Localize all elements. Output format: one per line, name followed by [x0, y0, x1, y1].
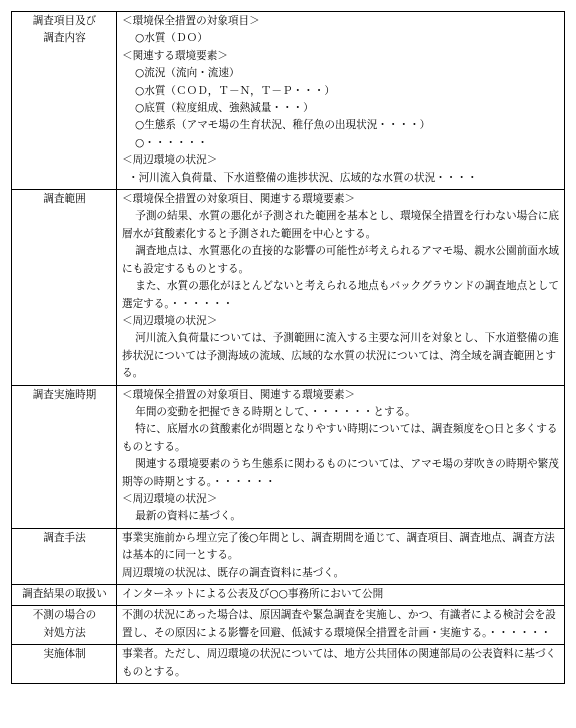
- row-heading: [12, 606, 117, 645]
- row-heading-text: 実施体制: [43, 648, 86, 661]
- table-row: [12, 385, 565, 528]
- row-heading: [12, 585, 117, 606]
- row-heading-text: 対処方法: [43, 626, 86, 639]
- content-line: また、水質の悪化がほとんどないと考えられる地点もバックグラウンドの調査地点として選定する。・・・・・・: [122, 280, 559, 310]
- row-heading-text: 調査項目及び: [32, 15, 97, 27]
- row-heading: [12, 385, 117, 528]
- survey-plan-table: [11, 11, 565, 684]
- row-content: [117, 606, 565, 645]
- row-heading-text: 不測の場合の: [32, 609, 97, 622]
- content-line: ・河川流入負荷量、下水道整備の進捗状況、広域的な水質の状況・・・・: [128, 171, 478, 184]
- row-content: [117, 190, 565, 385]
- row-heading: [12, 645, 117, 684]
- content-line: ○水質（ＣＯＤ，Ｔ－Ｎ，Ｔ－Ｐ・・・）: [135, 84, 335, 97]
- content-line: 最新の資料に基づく。: [135, 510, 241, 523]
- table-row: [12, 645, 565, 684]
- survey-plan-document: [11, 11, 564, 684]
- row-heading-text: 調査結果の取扱い: [22, 588, 107, 600]
- content-line: 関連する環境要素のうち生態系に関わるものについては、アマモ場の芽吹きの時期や繁茂期等の時期とする。・・・・・・: [122, 458, 559, 488]
- table-row: [12, 606, 565, 645]
- content-line: ＜周辺環境の状況＞: [122, 492, 218, 505]
- content-line: ○流況（流向・流速）: [135, 67, 240, 80]
- content-line: インターネットによる公表及び○○事務所において公開: [122, 588, 384, 600]
- content-line: ＜周辺環境の状況＞: [122, 314, 218, 327]
- row-content: [117, 645, 565, 684]
- row-heading-text: 調査手法: [43, 531, 86, 544]
- row-content: [117, 528, 565, 584]
- content-line: 不測の状況にあった場合は、原因調査や緊急調査を実施し、かつ、有識者による検討会を設置し、その原因による影響を回避、低減する環境保全措置を計画・実施する。・・・・・・: [122, 609, 556, 639]
- content-line: ＜環境保全措置の対象項目、関連する環境要素＞: [122, 388, 356, 401]
- content-line: ＜環境保全措置の対象項目、関連する環境要素＞: [122, 193, 356, 206]
- content-line: 予測の結果、水質の悪化が予測された範囲を基本とし、環境保全措置を行わない場合に底層水が貧酸素化すると予測された範囲を中心とする。: [122, 210, 559, 240]
- content-line: 河川流入負荷量については、予測範囲に流入する主要な河川を対象とし、下水道整備の進捗状況については予測海域の流域、広域的な水質の状況については、湾全域を調査範囲とする。: [122, 332, 559, 380]
- row-heading: [12, 528, 117, 584]
- content-line: 周辺環境の状況は、既存の調査資料に基づく。: [122, 566, 345, 579]
- table-row: [12, 528, 565, 584]
- row-heading-text: 調査内容: [43, 32, 86, 45]
- content-line: 特に、底層水の貧酸素化が問題となりやすい時期については、調査頻度を○日と多くするものとする。: [122, 423, 558, 453]
- row-content: [117, 12, 565, 190]
- content-line: 事業者。ただし、周辺環境の状況については、地方公共団体の関連部局の公表資料に基づくものとする。: [122, 648, 557, 678]
- row-heading-text: 調査範囲: [43, 193, 86, 206]
- content-line: ＜関連する環境要素＞: [122, 49, 228, 62]
- content-line: ＜環境保全措置の対象項目＞: [122, 15, 260, 27]
- content-line: ○水質（ＤＯ）: [135, 32, 208, 45]
- content-line: 年間の変動を把握できる時期として、・・・・・・とする。: [135, 405, 416, 418]
- content-line: 事業実施前から埋立完了後○年間とし、調査期間を通じて、調査項目、調査地点、調査方法は基本的に同一とする。: [122, 531, 555, 562]
- row-content: [117, 385, 565, 528]
- row-heading: [12, 190, 117, 385]
- content-line: ○底質（粒度組成、強熱減量・・・）: [135, 102, 314, 115]
- content-line: ○・・・・・・: [135, 136, 208, 149]
- table-row: [12, 585, 565, 606]
- row-heading-text: 調査実施時期: [32, 388, 97, 401]
- table-row: [12, 190, 565, 385]
- table-row: [12, 12, 565, 190]
- row-heading: [12, 12, 117, 190]
- content-line: ＜周辺環境の状況＞: [122, 154, 218, 167]
- row-content: [117, 585, 565, 606]
- content-line: 調査地点は、水質悪化の直接的な影響の可能性が考えられるアマモ場、親水公園前面水域にも設定するものとする。: [122, 245, 559, 275]
- content-line: ○生態系（アマモ場の生育状況、稚仔魚の出現状況・・・・）: [135, 119, 431, 132]
